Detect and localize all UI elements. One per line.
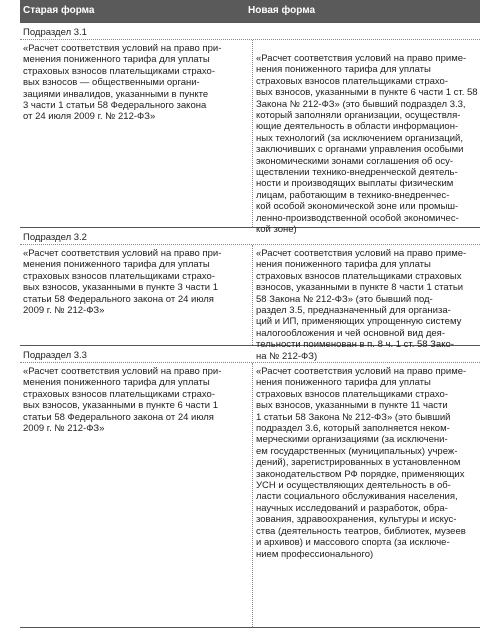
text-line: налогообложения и чей основной вид дея- bbox=[256, 327, 445, 339]
comparison-table bbox=[20, 0, 480, 628]
text-line: ющие деятельность в области информацион- bbox=[256, 121, 459, 133]
text-line: вых взносов, указанными в пункте 3 части 1 bbox=[23, 282, 219, 294]
text-line: Закона № 212-ФЗ» (это бывший подраздел 3.3, bbox=[256, 98, 466, 110]
text-line: страховых взносов плательщиками страхо- bbox=[256, 75, 448, 87]
text-line: заключивших с органами управления особыми bbox=[256, 144, 464, 156]
text-line: ций и ИП, применяющих упрощенную систему bbox=[256, 316, 462, 328]
text-line: «Расчет соответствия условий на право приме- bbox=[256, 366, 467, 377]
old-form-cell bbox=[20, 245, 252, 345]
text-line: страховых взносов плательщиками страхо- bbox=[23, 388, 215, 400]
header-old-form: Старая форма bbox=[23, 5, 95, 17]
text-line: кой зоне) bbox=[256, 224, 297, 236]
text-line: ленно-производственной особой экономичес- bbox=[256, 212, 459, 224]
text-line: ности и производящих выплаты физическим bbox=[256, 178, 454, 190]
text-line: ем государственных (муниципальных) учреж- bbox=[256, 445, 458, 457]
text-line: страховых взносов плательщиками страховых bbox=[256, 270, 462, 282]
table-row bbox=[20, 363, 480, 627]
text-line: и архивов) и массового спорта (за исключе- bbox=[256, 537, 450, 549]
text-line: лицам, работающим в технико-внедренчес- bbox=[256, 189, 450, 201]
text-line: вых взносов — общественными органи- bbox=[23, 77, 200, 89]
text-line: 3 части 1 статьи 58 Федерального закона bbox=[23, 100, 207, 112]
section-title: Подраздел 3.1 bbox=[20, 22, 480, 40]
text-line: менения пониженного тарифа для уплаты bbox=[23, 54, 210, 66]
new-form-cell bbox=[252, 363, 480, 627]
text-line: вых взносов, указанными в пункте 6 части 1 bbox=[23, 400, 219, 412]
text-line: тельности поименован в п. 8 ч. 1 ст. 58 Зако- bbox=[256, 339, 454, 351]
text-line: страховых взносов плательщиками страхо- bbox=[256, 388, 448, 400]
old-form-cell bbox=[20, 363, 252, 627]
text-line: раздел 3.5, предназначенный для организа- bbox=[256, 305, 451, 317]
text-line: кой особой экономической зоне или промыш- bbox=[256, 201, 459, 213]
text-line: 2009 г. № 212-ФЗ» bbox=[23, 305, 105, 317]
text-line: который заполняли организации, осуществля- bbox=[256, 110, 461, 122]
text-line: «Расчет соответствия условий на право приме- bbox=[256, 248, 467, 259]
section-title: Подраздел 3.2 bbox=[20, 227, 480, 245]
text-line: мерческими организациями (за исключени- bbox=[256, 434, 448, 446]
text-line: ных технологий (за исключением организаций, bbox=[256, 132, 463, 144]
table-header bbox=[20, 0, 480, 22]
old-form-cell bbox=[20, 40, 252, 227]
text-line: 2009 г. № 212-ФЗ» bbox=[23, 423, 105, 435]
table-row bbox=[20, 40, 480, 236]
text-line: «Расчет соответствия условий на право при- bbox=[23, 248, 222, 259]
text-line: статьи 58 Федерального закона от 24 июля bbox=[23, 411, 214, 423]
text-line: статьи 58 Федерального закона от 24 июля bbox=[23, 293, 214, 305]
text-line: менения пониженного тарифа для уплаты bbox=[23, 259, 210, 271]
text-line: 58 Закона № 212-ФЗ» (это бывший под- bbox=[256, 293, 433, 305]
text-line: зациями инвалидов, указанными в пункте bbox=[23, 88, 209, 100]
text-line: нения пониженного тарифа для уплаты bbox=[256, 377, 431, 389]
section-title: Подраздел 3.3 bbox=[20, 345, 480, 363]
text-line: менения пониженного тарифа для уплаты bbox=[23, 377, 210, 389]
text-line: 1 статьи 58 Закона № 212-ФЗ» (это бывший bbox=[256, 411, 451, 423]
text-line: экономическими зонами соглашения об осу- bbox=[256, 155, 453, 167]
text-line: дений), зарегистрированных в установленном bbox=[256, 457, 461, 469]
new-form-cell bbox=[252, 40, 480, 236]
text-line: «Расчет соответствия условий на право приме- bbox=[256, 53, 467, 64]
text-line: страховых взносов плательщиками страхо- bbox=[23, 270, 215, 282]
text-line: зования, здравоохранения, культуры и искус- bbox=[256, 514, 457, 526]
text-line: законодательством РФ порядке, применяющих bbox=[256, 468, 465, 480]
text-line: вых взносов, указанными в пункте 6 части 1 ст. 58 bbox=[256, 87, 478, 99]
text-line: нения пониженного тарифа для уплаты bbox=[256, 64, 431, 76]
text-line: «Расчет соответствия условий на право при- bbox=[23, 366, 222, 377]
text-line: нения пониженного тарифа для уплаты bbox=[256, 259, 431, 271]
text-line: на № 212-ФЗ) bbox=[256, 350, 318, 362]
text-line: научных исследований и разработок, обра- bbox=[256, 502, 448, 514]
text-line: взносов, указанными в пункте 8 части 1 статьи bbox=[256, 282, 464, 294]
text-line: «Расчет соответствия условий на право при- bbox=[23, 43, 222, 54]
text-line: УСН и осуществляющих деятельность в об- bbox=[256, 480, 451, 492]
text-line: подраздел 3.6, который заполняется неком- bbox=[256, 423, 450, 435]
text-line: от 24 июля 2009 г. № 212-ФЗ» bbox=[23, 111, 156, 123]
text-line: страховых взносов плательщиками страхо- bbox=[23, 65, 215, 77]
new-form-cell bbox=[252, 245, 480, 362]
text-line: ществлении технико-внедренческой деятель- bbox=[256, 167, 458, 179]
text-line: ласти социального обслуживания населения, bbox=[256, 491, 458, 503]
text-line: ства (деятельность театров, библиотек, музеев bbox=[256, 525, 466, 537]
header-new-form: Новая форма bbox=[248, 5, 316, 17]
text-line: нием профессионального) bbox=[256, 548, 374, 560]
text-line: вых взносов, указанными в пункте 11 части bbox=[256, 400, 448, 412]
